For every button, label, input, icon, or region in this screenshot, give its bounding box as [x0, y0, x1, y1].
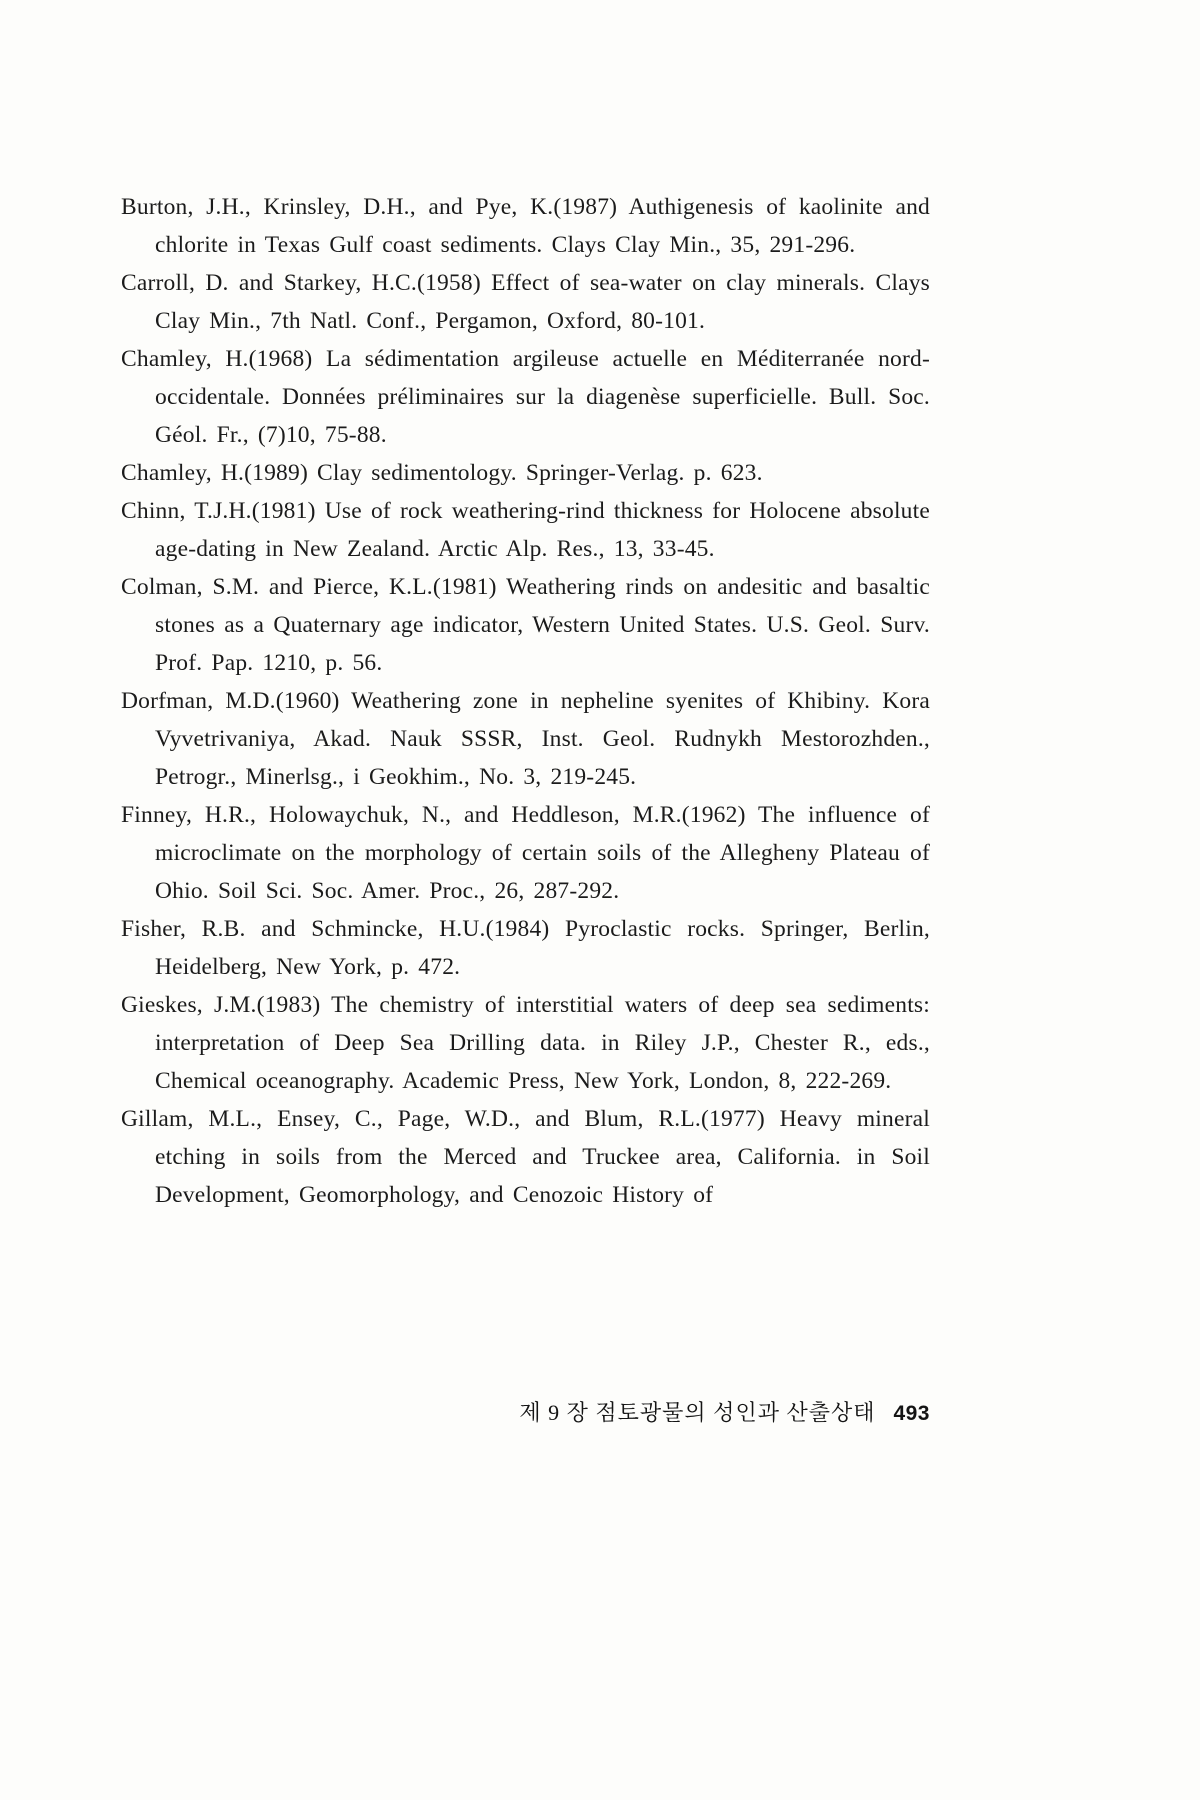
- reference-list: [121, 188, 930, 1214]
- reference-entry: Fisher, R.B. and Schmincke, H.U.(1984) Pyroclastic rocks. Springer, Berlin, Heidelberg, New York, p. 472.: [121, 916, 930, 980]
- reference-entry: Finney, H.R., Holowaychuk, N., and Heddleson, M.R.(1962) The influence of microclimate on the morphology of certain soils of the Allegheny Plateau of Ohio. Soil Sci. Soc. Amer. Proc., 26, 287-292.: [121, 802, 930, 904]
- reference-entry: Chinn, T.J.H.(1981) Use of rock weathering-rind thickness for Holocene absolute age-dating in New Zealand. Arctic Alp. Res., 13, 33-45.: [121, 498, 930, 562]
- reference-entry: Burton, J.H., Krinsley, D.H., and Pye, K.(1987) Authigenesis of kaolinite and chlorite in Texas Gulf coast sediments. Clays Clay Min., 35, 291-296.: [121, 194, 930, 258]
- running-title: 제 9 장 점토광물의 성인과 산출상태: [519, 1400, 876, 1425]
- reference-entry: Chamley, H.(1989) Clay sedimentology. Springer-Verlag. p. 623.: [121, 460, 763, 486]
- page-number: 493: [893, 1402, 930, 1425]
- reference-entry: Dorfman, M.D.(1960) Weathering zone in nepheline syenites of Khibiny. Kora Vyvetrivaniya, Akad. Nauk SSSR, Inst. Geol. Rudnykh Mestorozhden., Petrogr., Minerlsg., i Geokhim., No. 3, 219-245.: [121, 688, 930, 790]
- reference-entry: Carroll, D. and Starkey, H.C.(1958) Effect of sea-water on clay minerals. Clays Clay Min., 7th Natl. Conf., Pergamon, Oxford, 80-101.: [121, 270, 930, 334]
- reference-entry: Colman, S.M. and Pierce, K.L.(1981) Weathering rinds on andesitic and basaltic stones as a Quaternary age indicator, Western United States. U.S. Geol. Surv. Prof. Pap. 1210, p. 56.: [121, 574, 930, 676]
- page-footer: [121, 1398, 930, 1429]
- reference-entry: Chamley, H.(1968) La sédimentation argileuse actuelle en Méditerranée nord-occidentale. Données préliminaires sur la diagenèse superficielle. Bull. Soc. Géol. Fr., (7)10, 75-88.: [121, 346, 930, 448]
- reference-entry: Gillam, M.L., Ensey, C., Page, W.D., and Blum, R.L.(1977) Heavy mineral etching in soils from the Merced and Truckee area, California. in Soil Development, Geomorphology, and Cenozoic History of: [121, 1106, 930, 1208]
- reference-entry: Gieskes, J.M.(1983) The chemistry of interstitial waters of deep sea sediments: interpretation of Deep Sea Drilling data. in Riley J.P., Chester R., eds., Chemical oceanography. Academic Press, New York, London, 8, 222-269.: [121, 992, 930, 1094]
